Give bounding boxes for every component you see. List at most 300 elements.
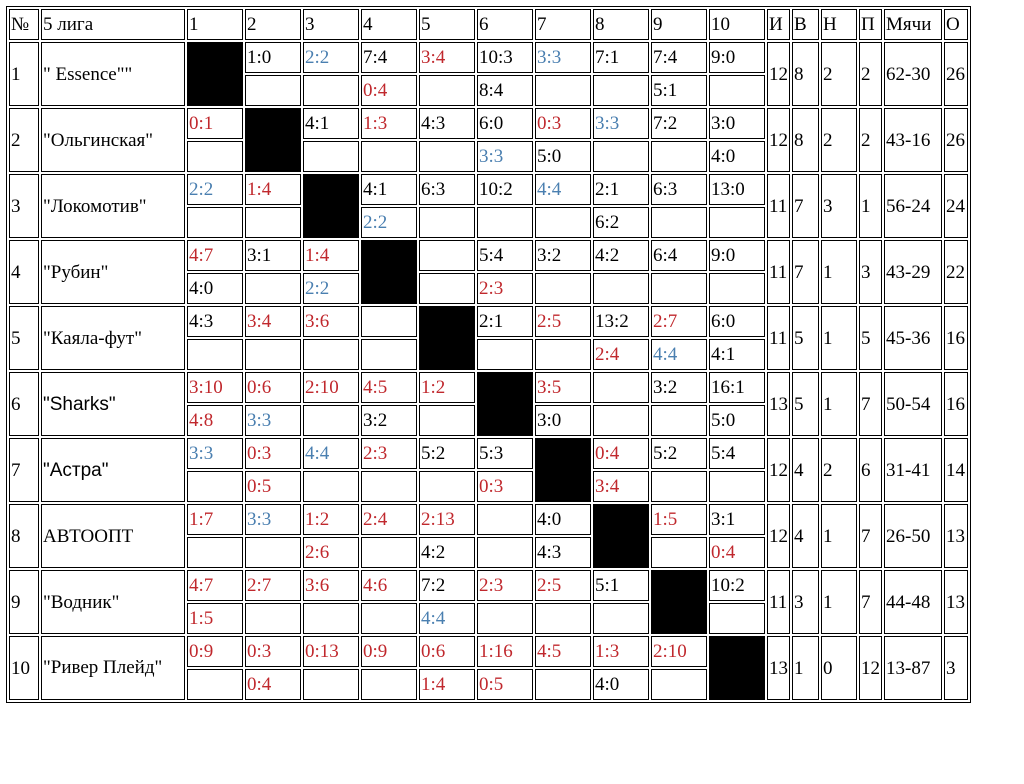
stat-games: 13 [767,636,790,700]
score-cell: 3:5 [535,372,591,403]
score-cell-second-leg [651,207,707,238]
score-cell-second-leg: 3:3 [245,405,301,436]
diagonal-block [361,240,417,304]
stat-games: 11 [767,306,790,370]
header-col-5: 5 [419,9,475,40]
score-cell-second-leg: 5:1 [651,75,707,106]
stat-draws: 3 [821,174,857,238]
score-cell: 2:4 [361,504,417,535]
score-cell-second-leg [593,141,649,172]
stat-losses: 5 [859,306,882,370]
score-cell: 1:3 [361,108,417,139]
score-cell: 3:6 [303,570,359,601]
team-number: 5 [9,306,39,370]
stat-wins: 5 [792,306,819,370]
score-cell: 4:5 [535,636,591,667]
stat-goals: 31-41 [884,438,942,502]
score-cell [361,306,417,337]
score-cell: 5:2 [651,438,707,469]
score-cell: 2:7 [651,306,707,337]
score-cell: 2:1 [593,174,649,205]
score-cell: 1:16 [477,636,533,667]
score-cell-second-leg [593,405,649,436]
score-cell: 2:3 [477,570,533,601]
team-number: 7 [9,438,39,502]
stat-wins: 7 [792,174,819,238]
team-row [9,108,968,139]
stat-games: 12 [767,108,790,172]
score-cell-second-leg [535,207,591,238]
score-cell-second-leg [709,273,765,304]
score-cell-second-leg [419,471,475,502]
team-number: 1 [9,42,39,106]
score-cell-second-leg [303,75,359,106]
score-cell: 4:1 [361,174,417,205]
header-losses: П [859,9,882,40]
stat-losses: 1 [859,174,882,238]
stat-losses: 2 [859,108,882,172]
team-number: 4 [9,240,39,304]
score-cell: 16:1 [709,372,765,403]
stat-losses: 3 [859,240,882,304]
score-cell-second-leg: 3:0 [535,405,591,436]
stat-games: 12 [767,42,790,106]
score-cell: 4:5 [361,372,417,403]
stat-points: 16 [944,306,968,370]
stat-goals: 45-36 [884,306,942,370]
score-cell-second-leg: 3:2 [361,405,417,436]
header-draws: Н [821,9,857,40]
score-cell: 6:0 [477,108,533,139]
score-cell: 1:2 [303,504,359,535]
score-cell: 4:7 [187,240,243,271]
diagonal-block [651,570,707,634]
stat-draws: 1 [821,240,857,304]
score-cell-second-leg [419,405,475,436]
score-cell: 3:0 [709,108,765,139]
score-cell: 2:2 [187,174,243,205]
score-cell: 2:7 [245,570,301,601]
score-cell-second-leg [361,339,417,370]
team-number: 6 [9,372,39,436]
team-name: "Астра" [41,438,185,502]
stat-points: 13 [944,504,968,568]
diagonal-block [535,438,591,502]
score-cell: 6:3 [419,174,475,205]
diagonal-block [303,174,359,238]
score-cell: 5:3 [477,438,533,469]
score-cell-second-leg: 4:4 [651,339,707,370]
stat-wins: 8 [792,42,819,106]
score-cell: 3:4 [419,42,475,73]
score-cell-second-leg [651,405,707,436]
team-row [9,240,968,271]
score-cell-second-leg: 4:8 [187,405,243,436]
score-cell: 1:4 [303,240,359,271]
score-cell [593,372,649,403]
score-cell: 9:0 [709,42,765,73]
score-cell: 3:2 [651,372,707,403]
score-cell: 9:0 [709,240,765,271]
stat-points: 26 [944,42,968,106]
team-name: "Рубин" [41,240,185,304]
stat-losses: 7 [859,570,882,634]
score-cell: 4:0 [535,504,591,535]
score-cell: 0:3 [245,438,301,469]
score-cell: 4:7 [187,570,243,601]
header-league: 5 лига [41,9,185,40]
score-cell-second-leg: 8:4 [477,75,533,106]
team-name: "Водник" [41,570,185,634]
score-cell-second-leg [709,207,765,238]
score-cell-second-leg [419,75,475,106]
diagonal-block [187,42,243,106]
score-cell: 7:1 [593,42,649,73]
team-row [9,306,968,337]
score-cell-second-leg [651,471,707,502]
score-cell: 6:4 [651,240,707,271]
team-number: 3 [9,174,39,238]
team-name: АВТООПТ [41,504,185,568]
score-cell: 3:1 [709,504,765,535]
score-cell: 2:10 [651,636,707,667]
score-cell-second-leg: 1:5 [187,603,243,634]
score-cell-second-leg: 3:3 [477,141,533,172]
score-cell-second-leg: 4:3 [535,537,591,568]
stat-draws: 2 [821,42,857,106]
header-row [9,9,968,40]
score-cell: 2:5 [535,306,591,337]
stat-wins: 5 [792,372,819,436]
score-cell: 5:4 [477,240,533,271]
score-cell: 2:3 [361,438,417,469]
score-cell: 0:9 [361,636,417,667]
stat-goals: 43-29 [884,240,942,304]
score-cell-second-leg [477,537,533,568]
score-cell-second-leg [361,141,417,172]
score-cell-second-leg: 6:2 [593,207,649,238]
stat-points: 13 [944,570,968,634]
team-row [9,174,968,205]
team-name: "Sharks" [41,372,185,436]
score-cell: 3:1 [245,240,301,271]
score-cell-second-leg: 4:0 [593,669,649,700]
header-col-2: 2 [245,9,301,40]
stat-wins: 1 [792,636,819,700]
score-cell-second-leg [303,603,359,634]
stat-draws: 1 [821,504,857,568]
stat-goals: 62-30 [884,42,942,106]
score-cell-second-leg [709,603,765,634]
stat-goals: 44-48 [884,570,942,634]
standings-wrapper [6,6,971,703]
header-games: И [767,9,790,40]
score-cell-second-leg [477,207,533,238]
score-cell: 1:2 [419,372,475,403]
score-cell-second-leg: 2:6 [303,537,359,568]
score-cell-second-leg [593,75,649,106]
score-cell-second-leg [245,273,301,304]
score-cell: 7:2 [419,570,475,601]
stat-points: 16 [944,372,968,436]
header-points: О [944,9,968,40]
score-cell: 0:1 [187,108,243,139]
stat-wins: 7 [792,240,819,304]
stat-goals: 56-24 [884,174,942,238]
score-cell: 4:4 [303,438,359,469]
team-name: "Каяла-фут" [41,306,185,370]
stat-points: 24 [944,174,968,238]
stat-losses: 7 [859,504,882,568]
score-cell: 3:2 [535,240,591,271]
score-cell-second-leg [187,339,243,370]
score-cell: 3:6 [303,306,359,337]
score-cell: 0:6 [245,372,301,403]
stat-goals: 43-16 [884,108,942,172]
score-cell-second-leg: 3:4 [593,471,649,502]
header-goals: Мячи [884,9,942,40]
score-cell-second-leg: 1:4 [419,669,475,700]
score-cell: 6:0 [709,306,765,337]
standings-body [9,42,968,700]
stat-draws: 2 [821,108,857,172]
stat-wins: 4 [792,504,819,568]
team-row [9,438,968,469]
score-cell: 1:3 [593,636,649,667]
score-cell-second-leg [419,141,475,172]
score-cell-second-leg [651,141,707,172]
score-cell: 5:2 [419,438,475,469]
stat-losses: 7 [859,372,882,436]
score-cell: 0:6 [419,636,475,667]
team-name: " Essence"" [41,42,185,106]
score-cell: 13:0 [709,174,765,205]
diagonal-block [245,108,301,172]
stat-wins: 8 [792,108,819,172]
header-col-8: 8 [593,9,649,40]
score-cell: 0:13 [303,636,359,667]
score-cell-second-leg [361,603,417,634]
score-cell-second-leg: 0:3 [477,471,533,502]
score-cell-second-leg [535,669,591,700]
header-col-6: 6 [477,9,533,40]
score-cell-second-leg [245,207,301,238]
team-name: "Ривер Плейд" [41,636,185,700]
stat-games: 11 [767,174,790,238]
score-cell [477,504,533,535]
score-cell: 1:5 [651,504,707,535]
score-cell: 0:3 [535,108,591,139]
team-row [9,372,968,403]
score-cell: 4:4 [535,174,591,205]
score-cell-second-leg: 0:5 [477,669,533,700]
score-cell-second-leg: 4:4 [419,603,475,634]
score-cell: 10:3 [477,42,533,73]
score-cell-second-leg [593,273,649,304]
score-cell: 3:3 [593,108,649,139]
score-cell-second-leg [535,339,591,370]
team-number: 9 [9,570,39,634]
score-cell-second-leg: 2:2 [361,207,417,238]
score-cell: 5:4 [709,438,765,469]
score-cell-second-leg [419,273,475,304]
score-cell: 0:4 [593,438,649,469]
stat-draws: 1 [821,306,857,370]
header-col-1: 1 [187,9,243,40]
diagonal-block [477,372,533,436]
score-cell: 4:2 [593,240,649,271]
score-cell-second-leg: 2:2 [303,273,359,304]
score-cell-second-leg [535,603,591,634]
standings-table [6,6,971,703]
stat-points: 14 [944,438,968,502]
stat-goals: 26-50 [884,504,942,568]
score-cell: 10:2 [709,570,765,601]
score-cell-second-leg [535,75,591,106]
stat-games: 13 [767,372,790,436]
score-cell-second-leg [709,75,765,106]
score-cell: 1:0 [245,42,301,73]
team-row [9,504,968,535]
stat-wins: 3 [792,570,819,634]
score-cell: 7:4 [361,42,417,73]
score-cell-second-leg [361,471,417,502]
stat-losses: 6 [859,438,882,502]
score-cell-second-leg [361,669,417,700]
score-cell: 1:7 [187,504,243,535]
score-cell: 4:3 [187,306,243,337]
team-row [9,570,968,601]
stat-losses: 2 [859,42,882,106]
score-cell-second-leg: 2:3 [477,273,533,304]
score-cell: 2:10 [303,372,359,403]
score-cell: 4:1 [303,108,359,139]
score-cell: 3:3 [245,504,301,535]
score-cell: 2:1 [477,306,533,337]
score-cell-second-leg [651,669,707,700]
score-cell [419,240,475,271]
stat-points: 3 [944,636,968,700]
score-cell: 10:2 [477,174,533,205]
team-number: 10 [9,636,39,700]
stat-goals: 13-87 [884,636,942,700]
score-cell: 0:3 [245,636,301,667]
score-cell-second-leg: 4:0 [709,141,765,172]
score-cell-second-leg: 0:4 [361,75,417,106]
score-cell-second-leg: 5:0 [709,405,765,436]
score-cell-second-leg [651,537,707,568]
score-cell-second-leg [593,603,649,634]
stat-games: 11 [767,240,790,304]
score-cell-second-leg [303,141,359,172]
score-cell-second-leg [245,75,301,106]
score-cell: 7:2 [651,108,707,139]
score-cell-second-leg [187,471,243,502]
score-cell: 4:3 [419,108,475,139]
score-cell-second-leg [651,273,707,304]
header-num: № [9,9,39,40]
score-cell-second-leg [303,405,359,436]
score-cell-second-leg [187,537,243,568]
header-col-7: 7 [535,9,591,40]
stat-draws: 0 [821,636,857,700]
score-cell-second-leg [187,669,243,700]
stat-draws: 1 [821,372,857,436]
diagonal-block [593,504,649,568]
score-cell: 3:10 [187,372,243,403]
score-cell: 4:6 [361,570,417,601]
score-cell-second-leg [187,207,243,238]
score-cell-second-leg [709,471,765,502]
team-number: 8 [9,504,39,568]
score-cell-second-leg [477,339,533,370]
team-name: "Локомотив" [41,174,185,238]
stat-losses: 12 [859,636,882,700]
header-col-3: 3 [303,9,359,40]
score-cell-second-leg [245,537,301,568]
score-cell-second-leg [303,339,359,370]
stat-wins: 4 [792,438,819,502]
score-cell: 5:1 [593,570,649,601]
score-cell: 2:2 [303,42,359,73]
score-cell-second-leg: 4:0 [187,273,243,304]
header-col-9: 9 [651,9,707,40]
score-cell-second-leg: 0:5 [245,471,301,502]
header-col-4: 4 [361,9,417,40]
score-cell-second-leg [245,603,301,634]
score-cell-second-leg: 5:0 [535,141,591,172]
diagonal-block [709,636,765,700]
score-cell-second-leg: 0:4 [245,669,301,700]
score-cell: 0:9 [187,636,243,667]
stat-games: 11 [767,570,790,634]
stat-draws: 2 [821,438,857,502]
score-cell: 6:3 [651,174,707,205]
score-cell: 2:5 [535,570,591,601]
team-name: "Ольгинская" [41,108,185,172]
score-cell-second-leg: 0:4 [709,537,765,568]
diagonal-block [419,306,475,370]
score-cell: 1:4 [245,174,301,205]
score-cell: 13:2 [593,306,649,337]
stat-points: 26 [944,108,968,172]
score-cell: 2:13 [419,504,475,535]
header-wins: В [792,9,819,40]
stat-points: 22 [944,240,968,304]
score-cell-second-leg [303,471,359,502]
score-cell-second-leg: 2:4 [593,339,649,370]
score-cell-second-leg: 4:2 [419,537,475,568]
score-cell: 7:4 [651,42,707,73]
score-cell-second-leg [419,207,475,238]
score-cell-second-leg: 4:1 [709,339,765,370]
score-cell-second-leg [535,273,591,304]
score-cell-second-leg [187,141,243,172]
team-number: 2 [9,108,39,172]
team-row [9,42,968,73]
score-cell: 3:3 [187,438,243,469]
score-cell: 3:4 [245,306,301,337]
score-cell: 3:3 [535,42,591,73]
score-cell-second-leg [477,603,533,634]
score-cell-second-leg [245,339,301,370]
stat-draws: 1 [821,570,857,634]
header-col-10: 10 [709,9,765,40]
stat-games: 12 [767,504,790,568]
score-cell-second-leg [361,537,417,568]
stat-goals: 50-54 [884,372,942,436]
stat-games: 12 [767,438,790,502]
